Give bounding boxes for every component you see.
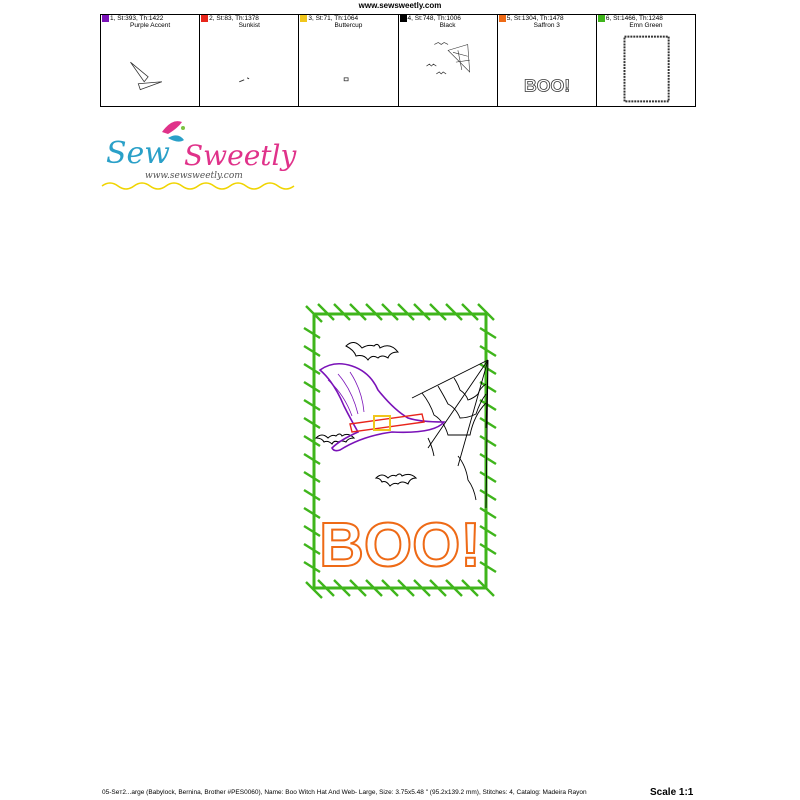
- color-cell-5: [498, 15, 597, 106]
- color-cell-2: [200, 15, 299, 106]
- preview-border: [597, 32, 695, 107]
- color-swatch-6: [598, 15, 605, 22]
- sewsweetly-logo: [100, 118, 305, 198]
- witch-hat: [320, 364, 444, 451]
- color-head-6: 6, St:1466, Th:1248: [605, 15, 663, 22]
- preview-hat-band: [200, 32, 298, 107]
- scale-label: Scale 1:1: [650, 787, 694, 798]
- color-cell-6: [597, 15, 695, 106]
- logo-sweetly: Sweetly: [184, 139, 297, 172]
- color-head-3: 3, St:71, Th:1064: [308, 15, 359, 22]
- color-swatch-4: [400, 15, 407, 22]
- color-cell-1: [101, 15, 200, 106]
- color-name-1: Purple Accent: [130, 22, 171, 29]
- boo-text: BOO!: [319, 511, 481, 580]
- color-name-2: Sunkist: [238, 22, 260, 29]
- svg-text:BOO!: BOO!: [523, 75, 570, 96]
- embroidery-design: [298, 298, 502, 604]
- color-swatch-2: [201, 15, 208, 22]
- color-head-2: 2, St:83, Th:1378: [209, 15, 259, 22]
- preview-buckle: [299, 32, 397, 107]
- color-name-5: Saffron 3: [533, 22, 560, 29]
- color-head-4: 4, St:748, Th:1006: [407, 15, 461, 22]
- color-cell-3: [299, 15, 398, 106]
- preview-witch-hat: [101, 32, 199, 107]
- site-url: www.sewsweetly.com: [358, 1, 442, 10]
- spider-web: [412, 360, 488, 508]
- color-name-3: Buttercup: [334, 22, 363, 29]
- color-swatch-1: [102, 15, 109, 22]
- logo-url: www.sewsweetly.com: [145, 171, 243, 181]
- color-head-5: 5, St:1304, Th:1478: [506, 15, 564, 22]
- color-head-1: 1, St:393, Th:1422: [110, 15, 164, 22]
- preview-bats-web: [399, 32, 497, 107]
- color-name-4: Black: [439, 22, 456, 29]
- logo-sew: Sew: [106, 136, 170, 171]
- color-chart: [100, 14, 696, 107]
- file-info: 05-Seт2...arge (Babylock, Bernina, Brother #PES0060), Name: Boo Witch Hat And Web- Large, Size: 3.75x5.48 " (95.2x139.2 mm), Stitches: 4, Catalog: Madeira Rayon: [102, 789, 587, 796]
- color-swatch-5: [499, 15, 506, 22]
- color-swatch-3: [300, 15, 307, 22]
- color-name-6: Emn Green: [629, 22, 663, 29]
- color-cell-4: [399, 15, 498, 106]
- preview-boo-text: [498, 32, 596, 107]
